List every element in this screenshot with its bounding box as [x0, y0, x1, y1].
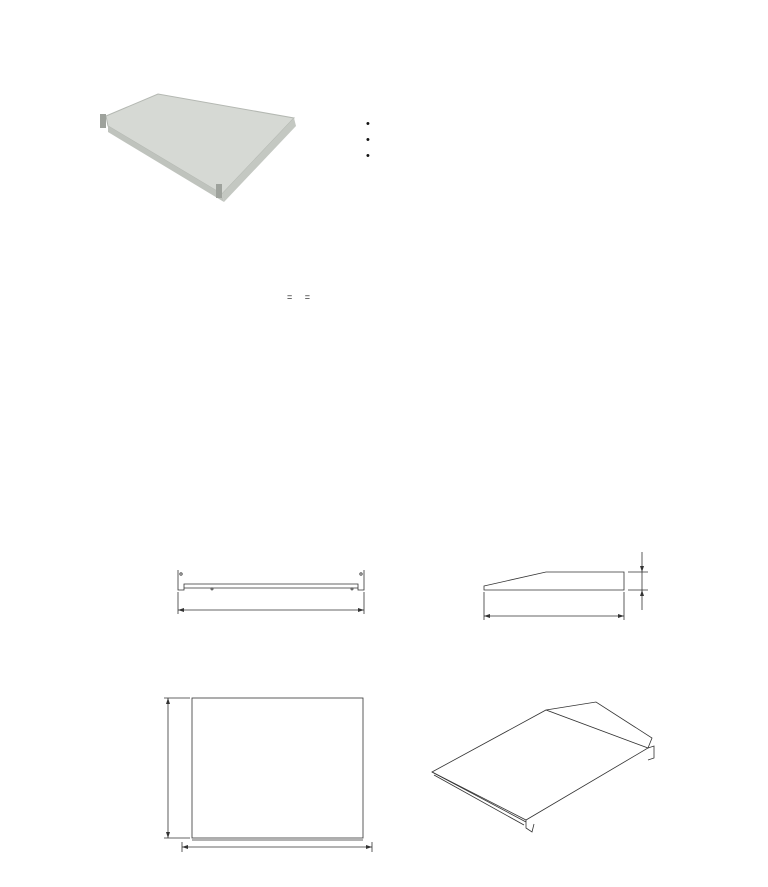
perspective-view-drawing [426, 680, 666, 840]
table-row: = = [287, 292, 311, 302]
technical-data-table [107, 292, 310, 304]
feature-list [366, 116, 403, 164]
front-view-drawing [172, 568, 372, 618]
list-item: • [366, 118, 370, 130]
side-view-drawing [478, 548, 658, 623]
top-view-drawing [150, 690, 380, 855]
shelf-product-photo [98, 92, 298, 202]
list-item: • [366, 150, 370, 162]
list-item: • [366, 134, 370, 146]
